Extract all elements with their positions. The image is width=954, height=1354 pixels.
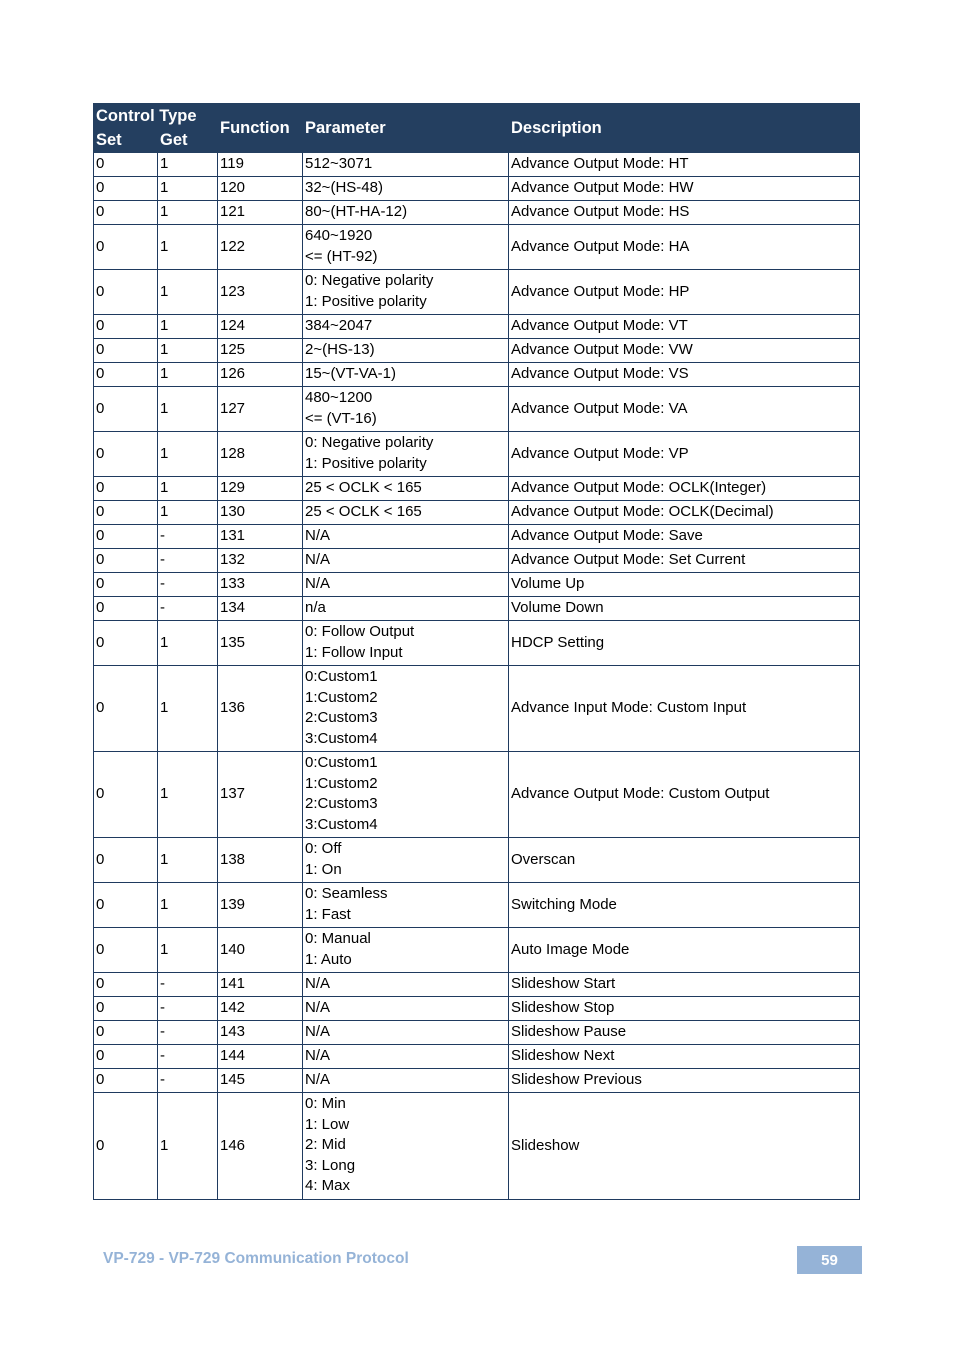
table-body bbox=[94, 153, 860, 1200]
description-cell: HDCP Setting bbox=[509, 621, 860, 666]
description-cell: Advance Output Mode: Custom Output bbox=[509, 752, 860, 838]
function-cell: 131 bbox=[218, 525, 303, 549]
set-cell: 0 bbox=[94, 573, 158, 597]
set-cell: 0 bbox=[94, 1069, 158, 1093]
parameter-line: 640~1920 bbox=[305, 227, 373, 244]
parameter-line: <= (HT-92) bbox=[305, 247, 378, 265]
description-cell: Advance Output Mode: HS bbox=[509, 201, 860, 225]
table-row bbox=[94, 315, 860, 339]
get-cell: 1 bbox=[158, 315, 218, 339]
set-cell: 0 bbox=[94, 549, 158, 573]
parameter-line: N/A bbox=[305, 1071, 331, 1089]
get-cell: - bbox=[158, 1021, 218, 1045]
function-cell: 130 bbox=[218, 501, 303, 525]
parameter-line: 2:Custom3 bbox=[305, 795, 378, 812]
table-row bbox=[94, 225, 860, 270]
parameter-cell bbox=[303, 973, 509, 997]
function-cell: 137 bbox=[218, 752, 303, 838]
function-cell: 140 bbox=[218, 928, 303, 973]
get-cell: 1 bbox=[158, 153, 218, 177]
table-row bbox=[94, 1021, 860, 1045]
parameter-line: 3:Custom4 bbox=[305, 729, 378, 747]
table-row bbox=[94, 1069, 860, 1093]
parameter-line: n/a bbox=[305, 599, 326, 617]
parameter-line: 0: Manual bbox=[305, 930, 371, 947]
function-cell: 120 bbox=[218, 177, 303, 201]
table-row bbox=[94, 973, 860, 997]
table-row bbox=[94, 883, 860, 928]
table-row bbox=[94, 838, 860, 883]
parameter-line: 480~1200 bbox=[305, 389, 373, 406]
parameter-cell bbox=[303, 573, 509, 597]
table-header bbox=[94, 104, 860, 153]
set-cell: 0 bbox=[94, 973, 158, 997]
set-cell: 0 bbox=[94, 387, 158, 432]
parameter-line: 1: On bbox=[305, 860, 342, 878]
description-cell: Advance Output Mode: HW bbox=[509, 177, 860, 201]
description-cell: Advance Output Mode: OCLK(Decimal) bbox=[509, 501, 860, 525]
set-cell: 0 bbox=[94, 225, 158, 270]
description-cell: Advance Output Mode: VP bbox=[509, 432, 860, 477]
parameter-cell bbox=[303, 549, 509, 573]
function-cell: 139 bbox=[218, 883, 303, 928]
set-cell: 0 bbox=[94, 339, 158, 363]
parameter-cell bbox=[303, 1021, 509, 1045]
description-cell: Advance Output Mode: HP bbox=[509, 270, 860, 315]
header-get: Get bbox=[158, 129, 218, 153]
function-cell: 141 bbox=[218, 973, 303, 997]
parameter-line: N/A bbox=[305, 999, 331, 1017]
table-row bbox=[94, 997, 860, 1021]
parameter-cell bbox=[303, 666, 509, 752]
description-cell: Slideshow Previous bbox=[509, 1069, 860, 1093]
description-cell: Advance Output Mode: VW bbox=[509, 339, 860, 363]
table-row bbox=[94, 432, 860, 477]
description-cell: Advance Output Mode: VS bbox=[509, 363, 860, 387]
parameter-cell bbox=[303, 477, 509, 501]
parameter-line: 1: Fast bbox=[305, 905, 351, 923]
parameter-cell bbox=[303, 501, 509, 525]
header-function: Function bbox=[218, 104, 303, 153]
function-cell: 126 bbox=[218, 363, 303, 387]
function-cell: 119 bbox=[218, 153, 303, 177]
parameter-cell bbox=[303, 201, 509, 225]
description-cell: Slideshow Next bbox=[509, 1045, 860, 1069]
function-cell: 138 bbox=[218, 838, 303, 883]
parameter-line: <= (VT-16) bbox=[305, 409, 377, 427]
description-cell: Volume Down bbox=[509, 597, 860, 621]
function-cell: 146 bbox=[218, 1093, 303, 1200]
parameter-cell bbox=[303, 153, 509, 177]
parameter-cell bbox=[303, 928, 509, 973]
get-cell: - bbox=[158, 597, 218, 621]
get-cell: 1 bbox=[158, 363, 218, 387]
function-cell: 123 bbox=[218, 270, 303, 315]
description-cell: Advance Output Mode: OCLK(Integer) bbox=[509, 477, 860, 501]
description-cell: Advance Output Mode: Save bbox=[509, 525, 860, 549]
table-row bbox=[94, 177, 860, 201]
footer-title: VP-729 - VP-729 Communication Protocol bbox=[103, 1250, 409, 1267]
parameter-cell bbox=[303, 387, 509, 432]
get-cell: 1 bbox=[158, 225, 218, 270]
get-cell: 1 bbox=[158, 501, 218, 525]
parameter-line: N/A bbox=[305, 1047, 331, 1065]
parameter-line: 1: Positive polarity bbox=[305, 454, 427, 472]
table-row bbox=[94, 339, 860, 363]
table-row bbox=[94, 752, 860, 838]
function-cell: 132 bbox=[218, 549, 303, 573]
table-row bbox=[94, 270, 860, 315]
parameter-line: 512~3071 bbox=[305, 155, 373, 173]
table-row bbox=[94, 363, 860, 387]
table-row bbox=[94, 153, 860, 177]
set-cell: 0 bbox=[94, 270, 158, 315]
table-row bbox=[94, 1045, 860, 1069]
description-cell: Advance Output Mode: Set Current bbox=[509, 549, 860, 573]
table-row bbox=[94, 666, 860, 752]
description-cell: Advance Output Mode: VT bbox=[509, 315, 860, 339]
parameter-line: 1:Custom2 bbox=[305, 688, 378, 706]
parameter-cell bbox=[303, 225, 509, 270]
get-cell: - bbox=[158, 573, 218, 597]
parameter-line: 32~(HS-48) bbox=[305, 179, 383, 197]
set-cell: 0 bbox=[94, 525, 158, 549]
get-cell: - bbox=[158, 1069, 218, 1093]
parameter-line: 25 < OCLK < 165 bbox=[305, 479, 422, 497]
header-set: Set bbox=[94, 129, 158, 153]
table-row bbox=[94, 525, 860, 549]
parameter-cell bbox=[303, 363, 509, 387]
get-cell: - bbox=[158, 549, 218, 573]
set-cell: 0 bbox=[94, 477, 158, 501]
description-cell: Overscan bbox=[509, 838, 860, 883]
parameter-line: 1: Follow Input bbox=[305, 643, 403, 661]
parameter-line: 0: Off bbox=[305, 840, 342, 857]
get-cell: - bbox=[158, 525, 218, 549]
parameter-line: 0: Seamless bbox=[305, 885, 388, 902]
table-row bbox=[94, 477, 860, 501]
description-cell: Volume Up bbox=[509, 573, 860, 597]
parameter-cell bbox=[303, 883, 509, 928]
parameter-cell bbox=[303, 1069, 509, 1093]
table-row bbox=[94, 387, 860, 432]
set-cell: 0 bbox=[94, 432, 158, 477]
parameter-cell bbox=[303, 315, 509, 339]
description-cell: Slideshow Pause bbox=[509, 1021, 860, 1045]
function-cell: 124 bbox=[218, 315, 303, 339]
table-row bbox=[94, 549, 860, 573]
set-cell: 0 bbox=[94, 621, 158, 666]
set-cell: 0 bbox=[94, 752, 158, 838]
parameter-cell bbox=[303, 997, 509, 1021]
get-cell: 1 bbox=[158, 838, 218, 883]
parameter-line: 0:Custom1 bbox=[305, 754, 378, 771]
description-cell: Auto Image Mode bbox=[509, 928, 860, 973]
function-cell: 133 bbox=[218, 573, 303, 597]
get-cell: - bbox=[158, 997, 218, 1021]
table-row bbox=[94, 928, 860, 973]
set-cell: 0 bbox=[94, 153, 158, 177]
parameter-line: 2: Mid bbox=[305, 1136, 346, 1153]
parameter-line: 4: Max bbox=[305, 1177, 351, 1194]
set-cell: 0 bbox=[94, 997, 158, 1021]
parameter-cell bbox=[303, 432, 509, 477]
parameter-line: N/A bbox=[305, 551, 331, 569]
table-row bbox=[94, 501, 860, 525]
table-row bbox=[94, 201, 860, 225]
header-parameter: Parameter bbox=[303, 104, 509, 153]
get-cell: 1 bbox=[158, 1093, 218, 1200]
description-cell: Advance Output Mode: VA bbox=[509, 387, 860, 432]
set-cell: 0 bbox=[94, 201, 158, 225]
table-row bbox=[94, 597, 860, 621]
description-cell: Advance Input Mode: Custom Input bbox=[509, 666, 860, 752]
get-cell: 1 bbox=[158, 621, 218, 666]
set-cell: 0 bbox=[94, 838, 158, 883]
get-cell: - bbox=[158, 973, 218, 997]
set-cell: 0 bbox=[94, 1021, 158, 1045]
function-cell: 143 bbox=[218, 1021, 303, 1045]
set-cell: 0 bbox=[94, 177, 158, 201]
get-cell: 1 bbox=[158, 201, 218, 225]
get-cell: 1 bbox=[158, 752, 218, 838]
parameter-cell bbox=[303, 752, 509, 838]
parameter-line: 2:Custom3 bbox=[305, 709, 378, 726]
table-row bbox=[94, 621, 860, 666]
header-control-type: Control Type bbox=[94, 104, 218, 129]
function-cell: 142 bbox=[218, 997, 303, 1021]
function-cell: 136 bbox=[218, 666, 303, 752]
get-cell: 1 bbox=[158, 270, 218, 315]
parameter-cell bbox=[303, 177, 509, 201]
parameter-cell bbox=[303, 525, 509, 549]
function-cell: 127 bbox=[218, 387, 303, 432]
parameter-line: 0: Negative polarity bbox=[305, 434, 434, 451]
set-cell: 0 bbox=[94, 928, 158, 973]
parameter-line: 25 < OCLK < 165 bbox=[305, 503, 422, 521]
parameter-line: 80~(HT-HA-12) bbox=[305, 203, 408, 221]
parameter-line: N/A bbox=[305, 527, 331, 545]
get-cell: 1 bbox=[158, 339, 218, 363]
parameter-line: N/A bbox=[305, 975, 331, 993]
description-cell: Advance Output Mode: HA bbox=[509, 225, 860, 270]
parameter-cell bbox=[303, 270, 509, 315]
get-cell: 1 bbox=[158, 477, 218, 501]
set-cell: 0 bbox=[94, 315, 158, 339]
parameter-line: 1: Low bbox=[305, 1115, 350, 1133]
set-cell: 0 bbox=[94, 1045, 158, 1069]
page-number-badge: 59 bbox=[797, 1246, 862, 1274]
description-cell: Slideshow Stop bbox=[509, 997, 860, 1021]
function-cell: 135 bbox=[218, 621, 303, 666]
get-cell: 1 bbox=[158, 432, 218, 477]
parameter-line: 1:Custom2 bbox=[305, 774, 378, 792]
function-cell: 144 bbox=[218, 1045, 303, 1069]
function-cell: 121 bbox=[218, 201, 303, 225]
set-cell: 0 bbox=[94, 666, 158, 752]
function-cell: 129 bbox=[218, 477, 303, 501]
get-cell: 1 bbox=[158, 928, 218, 973]
set-cell: 0 bbox=[94, 1093, 158, 1200]
set-cell: 0 bbox=[94, 597, 158, 621]
table-row bbox=[94, 1093, 860, 1200]
description-cell: Advance Output Mode: HT bbox=[509, 153, 860, 177]
parameter-cell bbox=[303, 1045, 509, 1069]
parameter-line: 15~(VT-VA-1) bbox=[305, 365, 397, 383]
table-row bbox=[94, 573, 860, 597]
function-cell: 125 bbox=[218, 339, 303, 363]
get-cell: 1 bbox=[158, 387, 218, 432]
function-cell: 122 bbox=[218, 225, 303, 270]
parameter-line: N/A bbox=[305, 575, 331, 593]
parameter-line: 0:Custom1 bbox=[305, 668, 378, 685]
get-cell: 1 bbox=[158, 666, 218, 752]
parameter-line: 384~2047 bbox=[305, 317, 373, 335]
function-cell: 128 bbox=[218, 432, 303, 477]
parameter-line: 1: Auto bbox=[305, 950, 352, 968]
parameter-line: 1: Positive polarity bbox=[305, 292, 427, 310]
parameter-line: 0: Follow Output bbox=[305, 623, 415, 640]
parameter-cell bbox=[303, 339, 509, 363]
description-cell: Switching Mode bbox=[509, 883, 860, 928]
function-cell: 134 bbox=[218, 597, 303, 621]
parameter-cell bbox=[303, 621, 509, 666]
parameter-cell bbox=[303, 1093, 509, 1200]
parameter-cell bbox=[303, 838, 509, 883]
description-cell: Slideshow bbox=[509, 1093, 860, 1200]
set-cell: 0 bbox=[94, 501, 158, 525]
set-cell: 0 bbox=[94, 363, 158, 387]
get-cell: 1 bbox=[158, 883, 218, 928]
get-cell: - bbox=[158, 1045, 218, 1069]
get-cell: 1 bbox=[158, 177, 218, 201]
parameter-cell bbox=[303, 597, 509, 621]
parameter-line: N/A bbox=[305, 1023, 331, 1041]
function-cell: 145 bbox=[218, 1069, 303, 1093]
header-description: Description bbox=[509, 104, 860, 153]
description-cell: Slideshow Start bbox=[509, 973, 860, 997]
parameter-line: 2~(HS-13) bbox=[305, 341, 375, 359]
parameter-line: 3: Long bbox=[305, 1156, 356, 1174]
protocol-table bbox=[93, 103, 860, 1200]
parameter-line: 3:Custom4 bbox=[305, 815, 378, 833]
parameter-line: 0: Min bbox=[305, 1095, 346, 1112]
parameter-line: 0: Negative polarity bbox=[305, 272, 434, 289]
set-cell: 0 bbox=[94, 883, 158, 928]
